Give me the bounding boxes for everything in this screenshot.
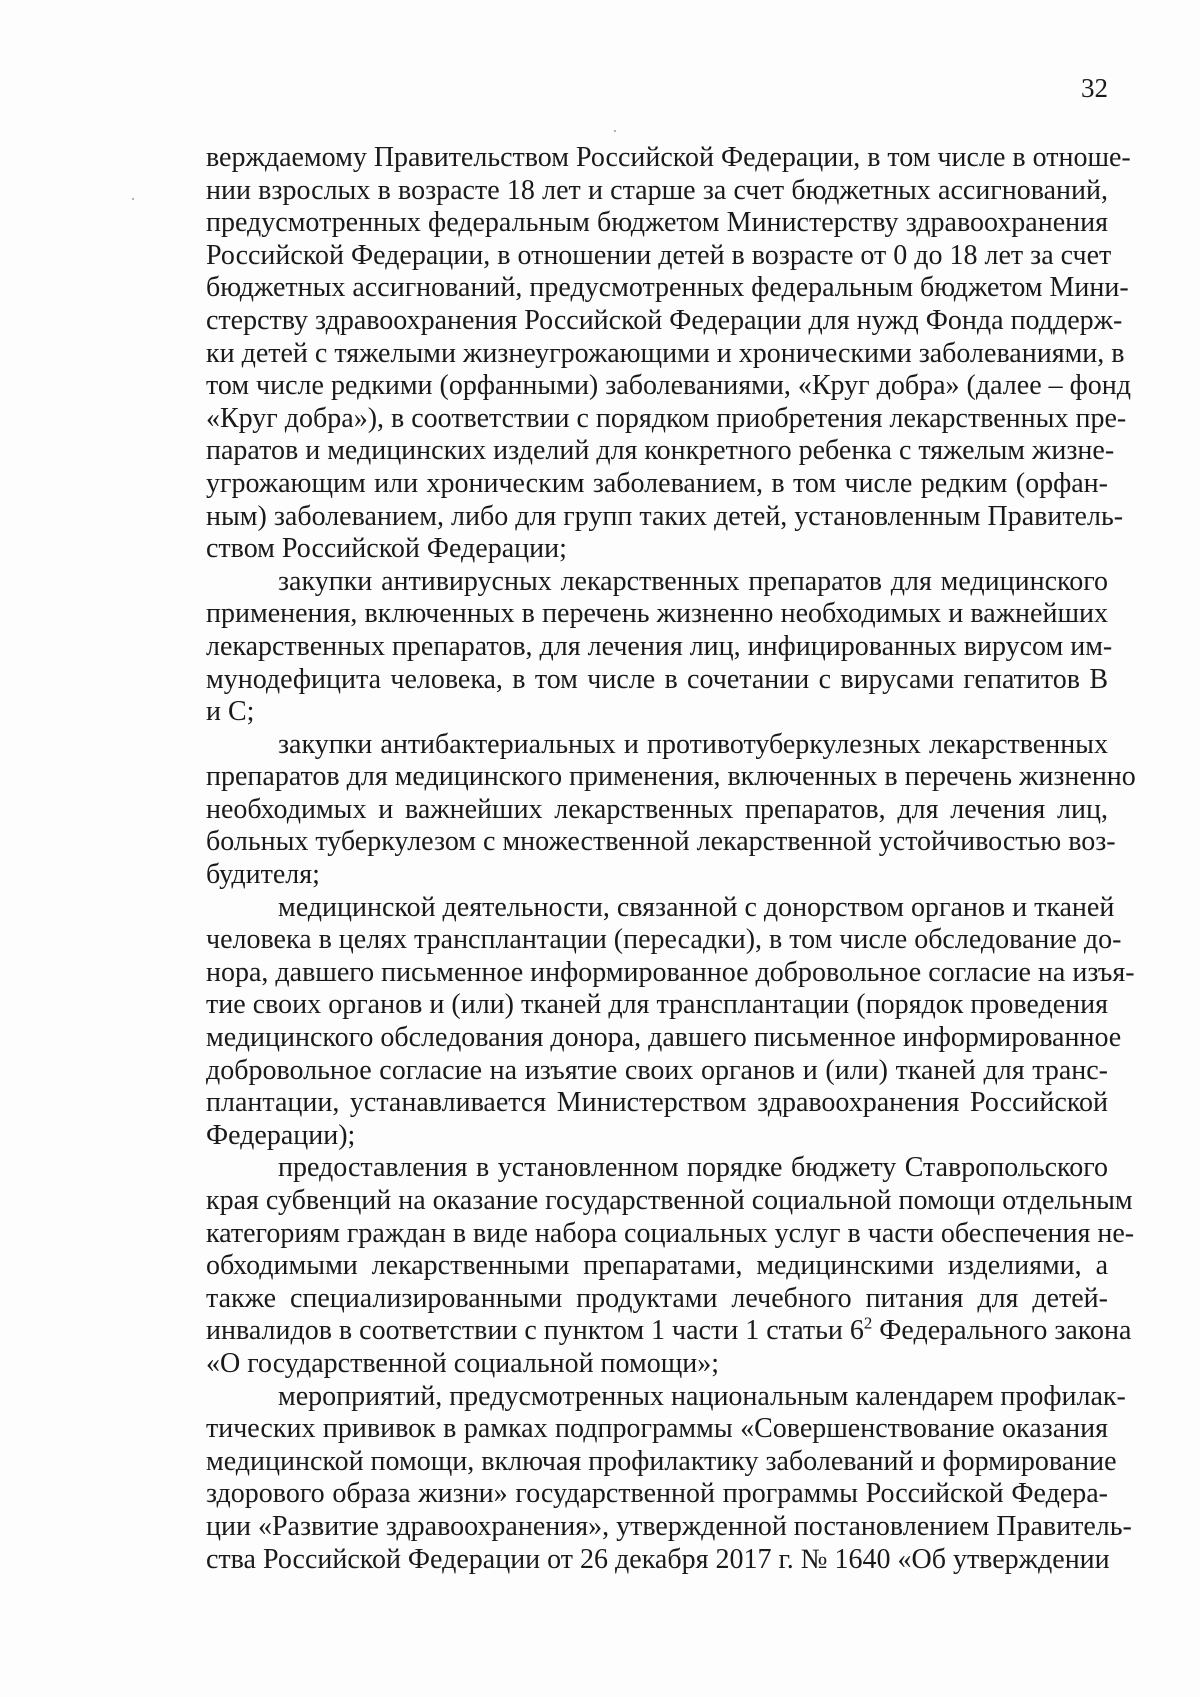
text-line: добровольное согласие на изъятие своих органов и (или) тканей для транс- [206,1054,1108,1086]
text-line: предоставления в установленном порядке бюджету Ставропольского [278,1152,1108,1184]
text-line: будителя; [206,859,320,891]
text-line: нора, давшего письменное информированное добровольное согласие на изъя- [206,956,1135,988]
page-number: 32 [1081,73,1108,103]
text-line: тие своих органов и (или) тканей для трансплантации (порядок проведения [206,989,1108,1021]
text-line: «О государственной социальной помощи»; [206,1347,720,1379]
text-line: ки детей с тяжелыми жизнеугрожающими и хроническими заболеваниями, в [206,337,1125,369]
text-line: применения, включенных в перечень жизненно необходимых и важнейших [206,598,1108,630]
text-line: тических прививок в рамках подпрограммы «Совершенствование оказания [206,1413,1108,1445]
scan-speck [132,198,134,200]
paragraph [206,1152,1135,1380]
text-line: закупки антивирусных лекарственных препаратов для медицинского [278,565,1108,597]
text-line: верждаемому Правительством Российской Федерации, в том числе в отноше- [206,142,1131,173]
text-line: и С; [206,696,255,728]
text-line: человека в целях трансплантации (пересадки), в том числе обследование до- [206,924,1122,956]
text-line: Российской Федерации, в отношении детей в возрасте от 0 до 18 лет за счет [206,239,1112,271]
text-line: лекарственных препаратов, для лечения лиц, инфицированных вирусом им- [206,630,1113,662]
text-line: нии взрослых в возрасте 18 лет и старше за счет бюджетных ассигнований, [206,174,1108,206]
text-line: мероприятий, предусмотренных национальным календарем профилак- [278,1380,1126,1412]
text-line: ства Российской Федерации от 26 декабря 2017 г. № 1640 «Об утверждении [206,1543,1110,1575]
text-line: больных туберкулезом с множественной лекарственной устойчивостью воз- [206,826,1116,858]
text-line: медицинской деятельности, связанной с донорством органов и тканей [278,891,1115,923]
text-line: категориям граждан в виде набора социальных услуг в части обеспечения не- [206,1217,1135,1249]
text-line: необходимых и важнейших лекарственных препаратов, для лечения лиц, [206,793,1108,825]
document-body [206,142,1136,1576]
text-line: мунодефицита человека, в том числе в сочетании с вирусами гепатитов В [206,663,1108,695]
paragraph [206,891,1135,1153]
superscript: 2 [863,1314,873,1334]
text-line: препаратов для медицинского применения, включенных в перечень жизненно [206,761,1136,793]
paragraph [206,142,1131,566]
text-segment: инвалидов в соответствии с пунктом 1 части 1 статьи 6 [206,1315,864,1347]
text-line: Федерации); [206,1119,356,1151]
text-line: обходимыми лекарственными препаратами, медицинскими изделиями, а [206,1250,1108,1282]
text-line: плантации, устанавливается Министерством здравоохранения Российской [206,1087,1108,1119]
text-line: также специализированными продуктами лечебного питания для детей- [206,1282,1108,1314]
text-line: медицинской помощи, включая профилактику заболеваний и формирование [206,1445,1117,1477]
text-segment: Федерального закона [872,1315,1132,1347]
text-line: «Круг добра»), в соответствии с порядком приобретения лекарственных пре- [206,402,1127,434]
text-line: здорового образа жизни» государственной программы Российской Федера- [206,1478,1108,1510]
text-line: края субвенций на оказание государственной социальной помощи отдельным [206,1185,1133,1216]
text-line: бюджетных ассигнований, предусмотренных федеральным бюджетом Мини- [206,272,1129,304]
paragraph [206,565,1113,729]
text-line: том числе редкими (орфанными) заболеваниями, «Круг добра» (далее – фонд [206,370,1131,402]
scan-speck [614,130,616,132]
text-line: паратов и медицинских изделий для конкретного ребенка с тяжелым жизне- [206,435,1115,467]
paragraph [206,728,1136,892]
text-line [206,1314,1132,1348]
paragraph [206,1380,1132,1577]
text-line: предусмотренных федеральным бюджетом Министерству здравоохранения [206,207,1108,239]
text-line: ции «Развитие здравоохранения», утвержденной постановлением Правитель- [206,1510,1132,1542]
text-line: закупки антибактериальных и противотуберкулезных лекарственных [278,728,1108,760]
text-line: ным) заболеванием, либо для групп таких детей, установленным Правитель- [206,500,1124,532]
text-line: ством Российской Федерации; [206,533,567,565]
text-line: стерству здравоохранения Российской Федерации для нужд Фонда поддерж- [206,304,1123,336]
text-line: угрожающим или хроническим заболеванием, в том числе редким (орфан- [206,467,1108,499]
text-line: медицинского обследования донора, давшего письменное информированное [206,1022,1122,1054]
